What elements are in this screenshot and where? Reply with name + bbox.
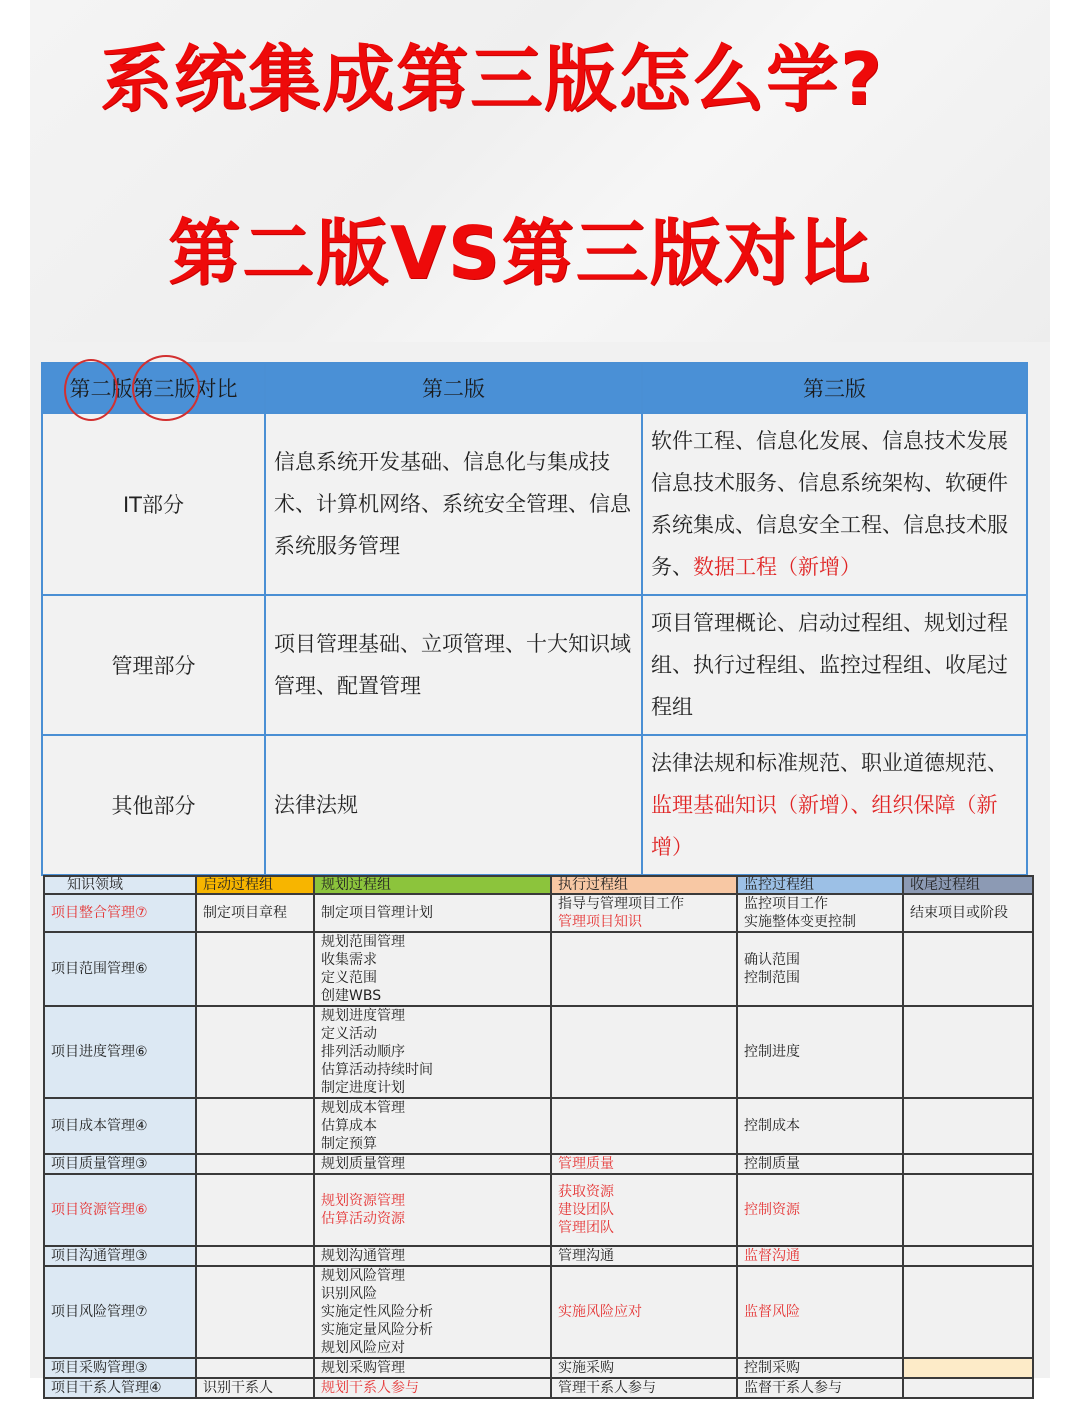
executing-cell: [551, 894, 737, 932]
v3-text: 项目管理概论、启动过程组、规划过程组、执行过程组、监控过程组、收尾过程组: [651, 611, 1008, 719]
monitoring-cell: [737, 1358, 903, 1378]
process-item-new: 实施风险应对: [558, 1304, 642, 1320]
annotation-circle-1: [64, 359, 118, 421]
process-row: [44, 1266, 1033, 1358]
closing-cell: [903, 1266, 1033, 1358]
process-item: 制定预算: [321, 1136, 377, 1152]
category-cell: 管理部分: [42, 595, 265, 735]
process-header-cell: 执行过程组: [551, 876, 737, 894]
v3-content: [642, 735, 1027, 875]
executing-cell: [551, 1246, 737, 1266]
process-header-cell: 知识领域: [44, 876, 196, 894]
process-item-new: 管理团队: [558, 1220, 614, 1236]
process-item: 收集需求: [321, 952, 377, 968]
process-item-new: 获取资源: [558, 1184, 614, 1200]
main-title: 系统集成第三版怎么学?: [100, 37, 884, 121]
monitoring-cell: [737, 1378, 903, 1398]
process-item: 控制范围: [744, 970, 800, 986]
monitoring-cell: [737, 894, 903, 932]
process-header-cell: 规划过程组: [314, 876, 551, 894]
process-item: 控制质量: [744, 1156, 800, 1172]
closing-cell: [903, 1358, 1033, 1378]
process-item: 规划进度管理: [321, 1008, 405, 1024]
process-row: [44, 1006, 1033, 1098]
initiating-cell: [196, 932, 314, 1006]
monitoring-cell: [737, 1266, 903, 1358]
planning-cell: [314, 1098, 551, 1154]
process-row: [44, 1174, 1033, 1246]
process-item: 规划范围管理: [321, 934, 405, 950]
initiating-cell: [196, 1266, 314, 1358]
closing-cell: [903, 1154, 1033, 1174]
planning-cell: [314, 1006, 551, 1098]
process-item: 识别风险: [321, 1286, 377, 1302]
process-item: 制定项目管理计划: [321, 905, 433, 921]
annotation-circle-2: [132, 355, 200, 421]
knowledge-area-cell: 项目进度管理⑥: [44, 1006, 196, 1098]
monitoring-cell: [737, 1174, 903, 1246]
initiating-cell: [196, 1174, 314, 1246]
process-item: 规划成本管理: [321, 1100, 405, 1116]
process-item: 定义活动: [321, 1026, 377, 1042]
process-item: 实施采购: [558, 1360, 614, 1376]
monitoring-cell: [737, 1154, 903, 1174]
closing-cell: [903, 1098, 1033, 1154]
knowledge-area-cell: 项目成本管理④: [44, 1098, 196, 1154]
executing-cell: [551, 1358, 737, 1378]
comparison-header-col1: [42, 363, 265, 413]
process-item: 控制进度: [744, 1044, 800, 1060]
process-row: [44, 1098, 1033, 1154]
initiating-cell: [196, 1154, 314, 1174]
planning-cell: [314, 932, 551, 1006]
comparison-row-other: [42, 735, 1027, 875]
v3-text: 法律法规和标准规范、职业道德规范、: [651, 751, 1008, 775]
process-item-new: 管理质量: [558, 1156, 614, 1172]
process-item: 规划沟通管理: [321, 1248, 405, 1264]
comparison-header-row: [42, 363, 1027, 413]
process-header-cell: 启动过程组: [196, 876, 314, 894]
process-item: 定义范围: [321, 970, 377, 986]
closing-cell: [903, 1378, 1033, 1398]
planning-cell: [314, 1266, 551, 1358]
initiating-cell: [196, 1006, 314, 1098]
process-item: 实施定性风险分析: [321, 1304, 433, 1320]
knowledge-area-cell: 项目干系人管理④: [44, 1378, 196, 1398]
knowledge-area-cell: 项目资源管理⑥: [44, 1174, 196, 1246]
v3-text: 软件工程、信息化发展、信息技术发展信息技术服务、信息系统架构、软硬件系统集成、信息安全工程、信息技术服务、: [651, 429, 1008, 579]
planning-cell: [314, 1378, 551, 1398]
comparison-row-management: [42, 595, 1027, 735]
planning-cell: [314, 1246, 551, 1266]
process-item: 控制成本: [744, 1118, 800, 1134]
v2-content: 项目管理基础、立项管理、十大知识域管理、配置管理: [265, 595, 642, 735]
closing-cell: [903, 1246, 1033, 1266]
planning-cell: [314, 894, 551, 932]
initiating-cell: 识别干系人: [196, 1378, 314, 1398]
process-row: [44, 1378, 1033, 1398]
knowledge-area-cell: 项目范围管理⑥: [44, 932, 196, 1006]
closing-cell: 结束项目或阶段: [903, 894, 1033, 932]
process-item: 规划采购管理: [321, 1360, 405, 1376]
process-item: 排列活动顺序: [321, 1044, 405, 1060]
process-item: 规划质量管理: [321, 1156, 405, 1172]
v2-content: 法律法规: [265, 735, 642, 875]
process-row: [44, 1246, 1033, 1266]
process-item: 规划风险应对: [321, 1340, 405, 1356]
knowledge-area-cell: 项目沟通管理③: [44, 1246, 196, 1266]
process-item: 估算活动持续时间: [321, 1062, 433, 1078]
process-item-new: 监督风险: [744, 1304, 800, 1320]
executing-cell: [551, 932, 737, 1006]
process-header-row: [44, 876, 1033, 894]
subtitle: 第二版VS第三版对比: [168, 211, 872, 295]
process-item: 控制采购: [744, 1360, 800, 1376]
executing-cell: [551, 1174, 737, 1246]
planning-cell: [314, 1174, 551, 1246]
planning-cell: [314, 1358, 551, 1378]
process-item: 管理干系人参与: [558, 1380, 656, 1396]
process-header-cell: 收尾过程组: [903, 876, 1033, 894]
process-item: 确认范围: [744, 952, 800, 968]
executing-cell: [551, 1098, 737, 1154]
category-cell: 其他部分: [42, 735, 265, 875]
knowledge-area-cell: 项目质量管理③: [44, 1154, 196, 1174]
process-header-cell: 监控过程组: [737, 876, 903, 894]
process-item: 管理沟通: [558, 1248, 614, 1264]
process-item: 创建WBS: [321, 988, 382, 1004]
planning-cell: [314, 1154, 551, 1174]
closing-cell: [903, 1174, 1033, 1246]
monitoring-cell: [737, 1098, 903, 1154]
process-item-new: 监督沟通: [744, 1248, 800, 1264]
comparison-header-col2: 第二版: [265, 363, 642, 413]
knowledge-area-cell: 项目风险管理⑦: [44, 1266, 196, 1358]
executing-cell: [551, 1154, 737, 1174]
executing-cell: [551, 1378, 737, 1398]
process-item: 制定进度计划: [321, 1080, 405, 1096]
process-row: [44, 894, 1033, 932]
monitoring-cell: [737, 1006, 903, 1098]
comparison-table: [41, 362, 1028, 876]
monitoring-cell: [737, 1246, 903, 1266]
executing-cell: [551, 1266, 737, 1358]
process-item-new: 估算活动资源: [321, 1211, 405, 1227]
process-item-new: 控制资源: [744, 1202, 800, 1218]
process-item-new: 管理项目知识: [558, 914, 642, 930]
process-item: 实施整体变更控制: [744, 914, 856, 930]
monitoring-cell: [737, 932, 903, 1006]
knowledge-area-cell: 项目整合管理⑦: [44, 894, 196, 932]
v2-content: 信息系统开发基础、信息化与集成技术、计算机网络、系统安全管理、信息系统服务管理: [265, 413, 642, 595]
process-row: [44, 932, 1033, 1006]
closing-cell: [903, 1006, 1033, 1098]
page-container: [30, 0, 1050, 1396]
closing-cell: [903, 932, 1033, 1006]
process-row: [44, 1358, 1033, 1378]
v3-new-text: 数据工程（新增）: [693, 555, 861, 579]
process-item: 估算成本: [321, 1118, 377, 1134]
hero-banner: [30, 0, 1050, 342]
initiating-cell: 制定项目章程: [196, 894, 314, 932]
comparison-row-it: [42, 413, 1027, 595]
header-label: 第二版第三版对比: [69, 377, 238, 401]
process-item: 实施定量风险分析: [321, 1322, 433, 1338]
process-group-table: [43, 875, 1034, 1399]
process-item: 监控项目工作: [744, 896, 828, 912]
v3-content: [642, 595, 1027, 735]
comparison-header-col3: 第三版: [642, 363, 1027, 413]
process-item-new: 建设团队: [558, 1202, 614, 1218]
process-item: 监督干系人参与: [744, 1380, 842, 1396]
executing-cell: [551, 1006, 737, 1098]
process-item: 规划风险管理: [321, 1268, 405, 1284]
category-cell: IT部分: [42, 413, 265, 595]
initiating-cell: [196, 1098, 314, 1154]
process-item-new: 规划干系人参与: [321, 1380, 419, 1396]
process-item-new: 规划资源管理: [321, 1193, 405, 1209]
process-row: [44, 1154, 1033, 1174]
initiating-cell: [196, 1358, 314, 1378]
process-item: 指导与管理项目工作: [558, 896, 684, 912]
knowledge-area-cell: 项目采购管理③: [44, 1358, 196, 1378]
v3-new-text: 监理基础知识（新增）、组织保障（新增）: [651, 793, 998, 859]
v3-content: [642, 413, 1027, 595]
initiating-cell: [196, 1246, 314, 1266]
